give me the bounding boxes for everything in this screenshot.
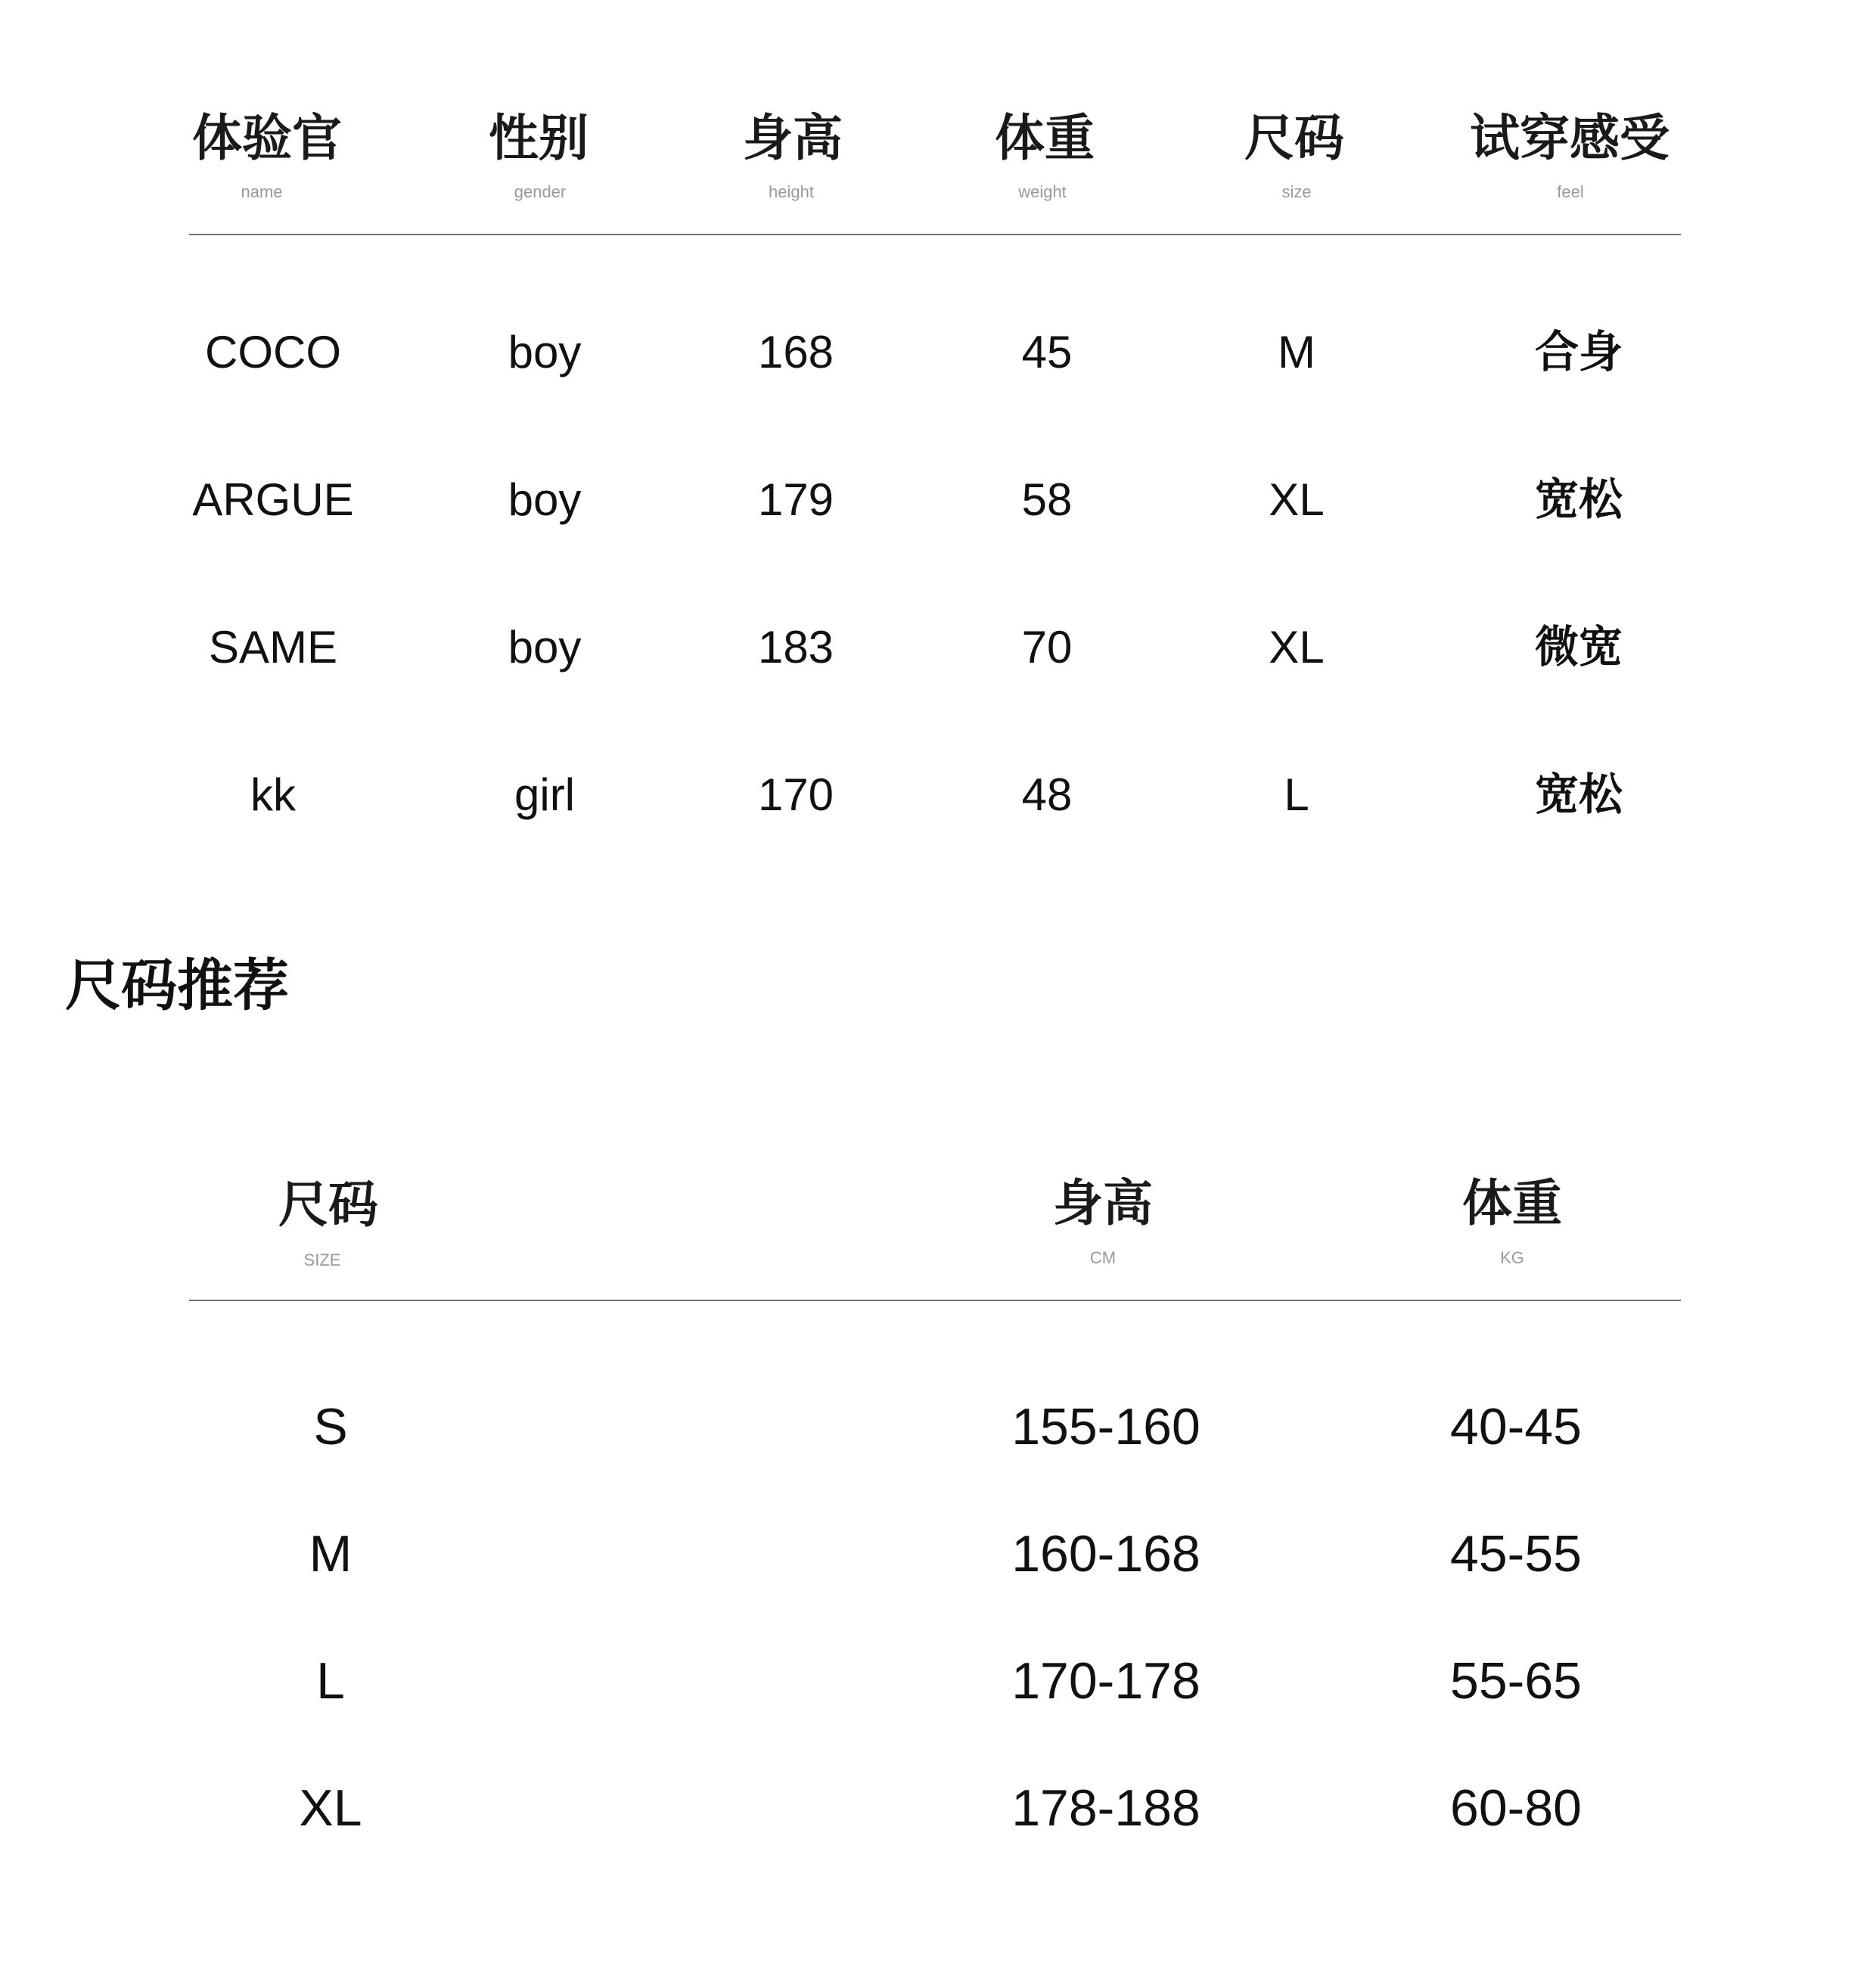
- header-height-en: CM: [1089, 1248, 1117, 1267]
- cell-feel: 宽松: [1534, 769, 1623, 820]
- cell-size: XL: [1269, 622, 1325, 673]
- cell-size: L: [316, 1652, 345, 1710]
- tester-table-divider: [189, 234, 1681, 235]
- cell-height: 179: [757, 474, 834, 525]
- cell-height-range: 155-160: [1011, 1398, 1200, 1456]
- cell-feel: 宽松: [1534, 474, 1623, 525]
- cell-gender: boy: [508, 327, 582, 377]
- cell-height: 183: [757, 622, 834, 673]
- cell-name: kk: [250, 769, 296, 820]
- cell-height-range: 178-188: [1011, 1779, 1200, 1837]
- cell-size: M: [309, 1525, 353, 1583]
- header-weight-en: weight: [1018, 182, 1067, 201]
- header-size-en: size: [1281, 182, 1312, 201]
- cell-name: ARGUE: [192, 474, 354, 525]
- cell-height-range: 160-168: [1011, 1525, 1200, 1583]
- header-gender-en: gender: [514, 182, 567, 201]
- cell-feel: 合身: [1534, 326, 1623, 377]
- cell-size: XL: [299, 1779, 362, 1837]
- size-table-divider: [189, 1300, 1681, 1301]
- cell-weight: 48: [1021, 769, 1073, 820]
- header-weight-cn: 体重: [995, 109, 1095, 167]
- cell-feel: 微宽: [1534, 621, 1623, 673]
- header-feel-cn: 试穿感受: [1470, 109, 1669, 167]
- cell-size: M: [1278, 327, 1315, 377]
- cell-height-range: 170-178: [1011, 1652, 1200, 1710]
- cell-weight: 58: [1021, 474, 1073, 525]
- cell-size: XL: [1269, 474, 1325, 525]
- cell-weight: 70: [1021, 622, 1073, 673]
- header-gender-cn: 性别: [489, 109, 589, 167]
- header-height-cn: 身高: [1053, 1174, 1153, 1232]
- cell-height: 168: [757, 327, 834, 377]
- header-size-cn: 尺码: [1244, 109, 1344, 167]
- cell-gender: boy: [508, 622, 582, 673]
- section-title: 尺码推荐: [65, 953, 289, 1018]
- cell-name: SAME: [208, 622, 338, 673]
- cell-size: S: [313, 1398, 348, 1456]
- header-name-en: name: [241, 182, 283, 201]
- cell-weight: 45: [1021, 327, 1073, 377]
- header-size-en: SIZE: [303, 1250, 341, 1269]
- header-size-cn: 尺码: [278, 1176, 378, 1234]
- header-height-en: height: [769, 182, 814, 201]
- header-weight-cn: 体重: [1462, 1174, 1562, 1232]
- cell-gender: girl: [514, 769, 576, 820]
- header-feel-en: feel: [1557, 182, 1584, 201]
- cell-size: L: [1284, 769, 1309, 820]
- header-height-cn: 身高: [743, 109, 843, 167]
- cell-weight-range: 55-65: [1450, 1652, 1582, 1710]
- header-name-cn: 体验官: [192, 109, 342, 167]
- header-weight-en: KG: [1500, 1248, 1524, 1267]
- cell-weight-range: 45-55: [1450, 1525, 1582, 1583]
- cell-height: 170: [757, 769, 834, 820]
- cell-name: COCO: [205, 327, 341, 377]
- cell-weight-range: 40-45: [1450, 1398, 1582, 1456]
- cell-weight-range: 60-80: [1450, 1779, 1582, 1837]
- cell-gender: boy: [508, 474, 582, 525]
